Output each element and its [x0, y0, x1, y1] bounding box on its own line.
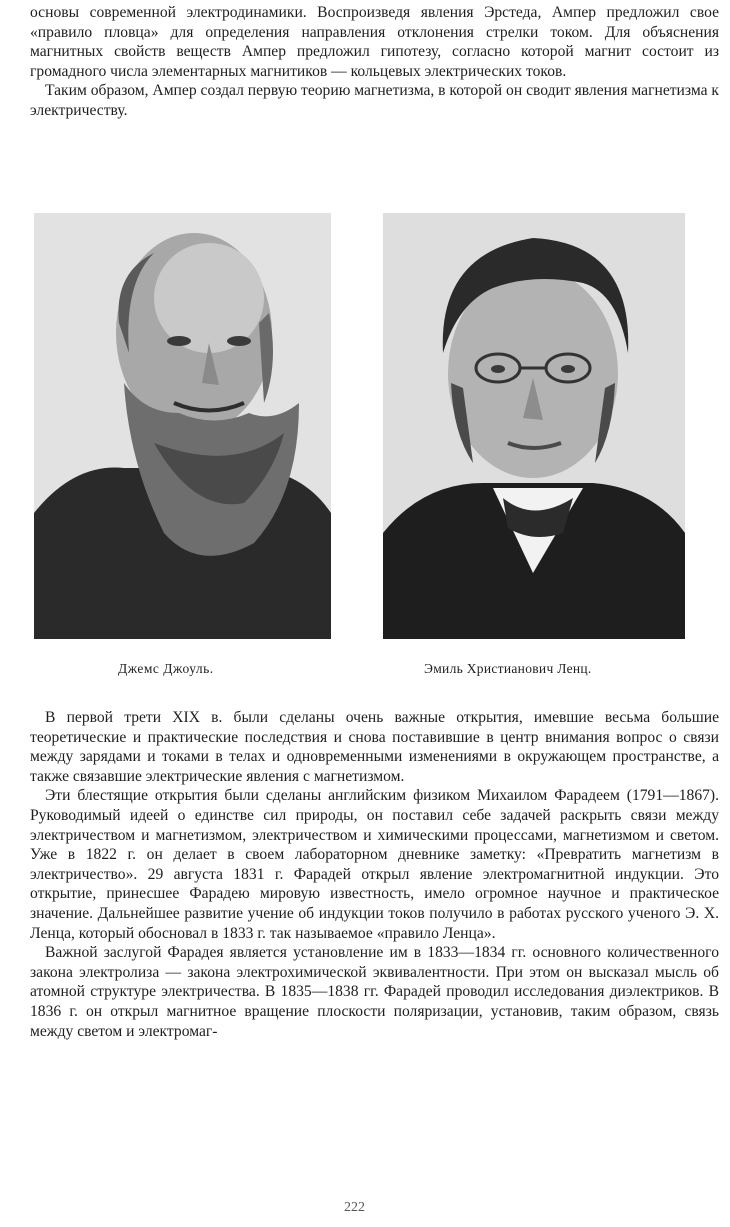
man-with-glasses-portrait-icon: [383, 213, 685, 639]
paragraph: Важной заслугой Фарадея является установление им в 1833—1834 гг. основного количественного закона электролиза — закона электрохимической эквивалентности. При этом он высказал мысль об атомной структуре электричества. В 1835—1838 гг. Фарадей проводил исследования диэлектриков. В 1836 г. он открыл магнитное вращение плоскости поляризации, установив, таким образом, связь между светом и электромаг-: [30, 944, 719, 1040]
bearded-man-portrait-icon: [34, 213, 331, 639]
bottom-text-block: [30, 708, 719, 1041]
paragraph: Эти блестящие открытия были сделаны английским физиком Михаилом Фарадеем (1791—1867). Руководимый идеей о единстве сил природы, он поставил себе задачей раскрыть связи между электричеством и магнетизмом, электричеством и химическими процессами, магнетизмом и светом. Уже в 1822 г. он делает в своем лабораторном дневнике заметку: «Превратить магнетизм в электричество». 29 августа 1831 г. Фарадей открыл явление электромагнитной индукции. Это открытие, принесшее Фарадею мировую известность, имело огромное научное и практическое значение. Дальнейшее развитие учение об индукции токов получило в работах русского ученого Э. Х. Ленца, который обосновал в 1833 г. так называемое «правило Ленца».: [30, 787, 719, 942]
lenz-portrait-image: [383, 213, 685, 639]
paragraph: Таким образом, Ампер создал первую теорию магнетизма, в которой он сводит явления магнетизма к электричеству.: [30, 82, 720, 119]
joule-portrait-image: [34, 213, 331, 639]
paragraph: основы современной электродинамики. Воспроизведя явления Эрстеда, Ампер предложил свое «правило пловца» для определения направления отклонения стрелки током. Для объяснения магнитных свойств веществ Ампер предложил гипотезу, согласно которой магнит состоит из громадного числа элементарных магнитиков — кольцевых электрических токов.: [30, 4, 719, 80]
paragraph: В первой трети XIX в. были сделаны очень важные открытия, имевшие весьма большие теоретические и практические последствия и снова поставившие в центр внимания вопрос о связи между зарядами и токами в телах и одновременными изменениями в окружающем пространстве, а также связавшие электрические явления с магнетизмом.: [30, 709, 719, 785]
page-number: 222: [344, 1200, 365, 1215]
caption-joule: Джемс Джоуль.: [118, 661, 214, 676]
top-text-block: [30, 3, 719, 121]
caption-lenz: Эмиль Христианович Ленц.: [424, 661, 592, 676]
